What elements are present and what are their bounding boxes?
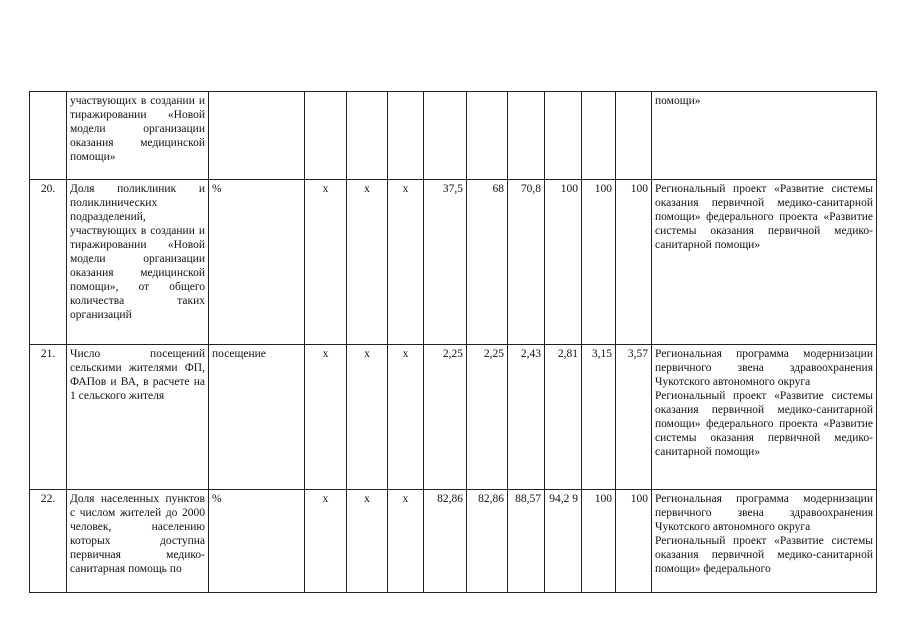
value-cell: 68	[467, 180, 508, 345]
value-cell: х	[388, 345, 424, 490]
value-cell	[467, 92, 508, 180]
value-cell	[508, 92, 545, 180]
value-cell: х	[305, 180, 347, 345]
value-cell: х	[388, 490, 424, 593]
value-cell: 2,81	[545, 345, 582, 490]
value-cell: 100	[616, 180, 652, 345]
value-cell	[616, 92, 652, 180]
value-cell: х	[347, 180, 388, 345]
value-cell: 94,2 9	[545, 490, 582, 593]
row-number-cell	[30, 92, 67, 180]
row-number-cell: 22.	[30, 490, 67, 593]
value-cell	[388, 92, 424, 180]
value-cell: 2,43	[508, 345, 545, 490]
indicator-name-cell: Число посещений сельскими жителями ФП, ФАПов и ВА, в расчете на 1 сельского жителя	[67, 345, 209, 490]
table-row	[30, 345, 877, 490]
source-cell	[652, 180, 877, 345]
source-paragraph: Региональная программа модернизации первичного звена здравоохранения Чукотского автономного округа	[655, 348, 873, 388]
indicator-name-cell: участвующих в создании и тиражировании «Новой модели организации оказания медицинской помощи»	[67, 92, 209, 180]
value-cell: 82,86	[467, 490, 508, 593]
table-row	[30, 92, 877, 180]
table-row	[30, 490, 877, 593]
value-cell: х	[388, 180, 424, 345]
value-cell	[582, 92, 616, 180]
source-paragraph: Региональная программа модернизации первичного звена здравоохранения Чукотского автономного округа	[655, 493, 873, 533]
value-cell: 88,57	[508, 490, 545, 593]
source-paragraph: Региональный проект «Развитие системы оказания первичной медико-санитарной помощи» федерального проекта «Развитие системы оказания первичной медико-санитарной помощи»	[655, 390, 873, 458]
value-cell: 2,25	[424, 345, 467, 490]
indicators-table	[29, 91, 877, 593]
source-paragraph: Региональный проект «Развитие системы оказания первичной медико-санитарной помощи» федерального проекта «Развитие системы оказания первичной медико-санитарной помощи»	[655, 183, 873, 251]
value-cell: 82,86	[424, 490, 467, 593]
value-cell: х	[305, 490, 347, 593]
value-cell: 37,5	[424, 180, 467, 345]
value-cell: х	[347, 490, 388, 593]
value-cell: 100	[582, 490, 616, 593]
row-number-cell: 20.	[30, 180, 67, 345]
source-cell	[652, 490, 877, 593]
value-cell	[424, 92, 467, 180]
source-paragraph: помощи»	[655, 95, 701, 107]
value-cell: х	[347, 345, 388, 490]
unit-cell	[209, 92, 305, 180]
value-cell: 100	[545, 180, 582, 345]
unit-cell: посещение	[209, 345, 305, 490]
value-cell: 3,15	[582, 345, 616, 490]
value-cell: х	[305, 345, 347, 490]
value-cell: 2,25	[467, 345, 508, 490]
value-cell: 100	[582, 180, 616, 345]
value-cell: 70,8	[508, 180, 545, 345]
source-paragraph: Региональный проект «Развитие системы оказания первичной медико-санитарной помощи» федерального	[655, 535, 873, 575]
source-cell	[652, 92, 877, 180]
unit-cell: %	[209, 180, 305, 345]
value-cell	[545, 92, 582, 180]
value-cell: 100	[616, 490, 652, 593]
value-cell	[347, 92, 388, 180]
table-row	[30, 180, 877, 345]
indicator-name-cell: Доля поликлиник и поликлинических подразделений, участвующих в создании и тиражировании «Новой модели организации оказания медицинской помощи», от общего количества таких организаций	[67, 180, 209, 345]
indicator-name-cell: Доля населенных пунктов с числом жителей до 2000 человек, населению которых доступна первичная медико-санитарная помощь по	[67, 490, 209, 593]
row-number-cell: 21.	[30, 345, 67, 490]
unit-cell: %	[209, 490, 305, 593]
value-cell	[305, 92, 347, 180]
source-cell	[652, 345, 877, 490]
value-cell: 3,57	[616, 345, 652, 490]
